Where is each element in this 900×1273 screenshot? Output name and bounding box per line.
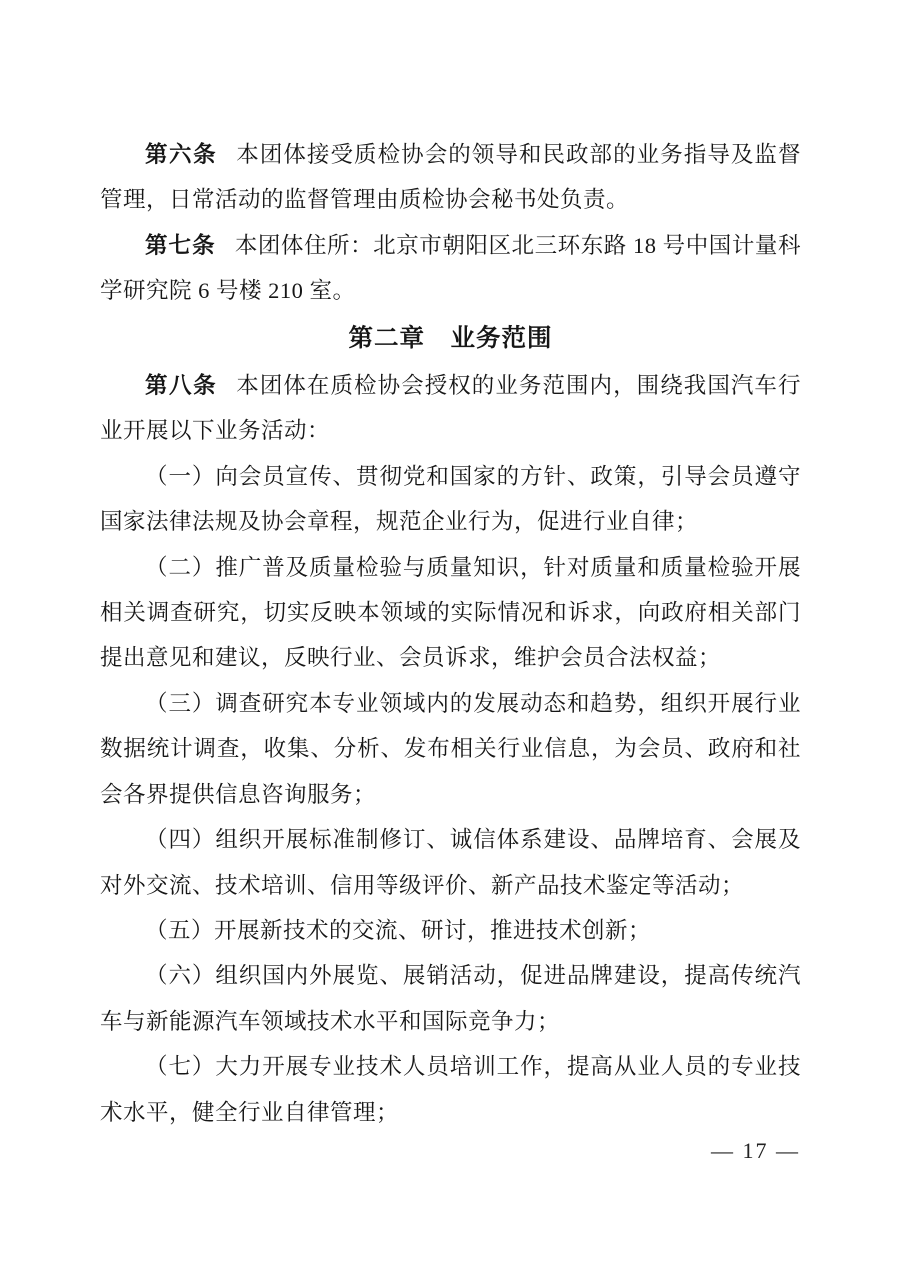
article-8-text: 本团体在质检协会授权的业务范围内，围绕我国汽车行业开展以下业务活动：	[100, 373, 801, 444]
business-item-6: （六）组织国内外展览、展销活动，促进品牌建设，提高传统汽车与新能源汽车领域技术水平和国际竞争力；	[100, 963, 801, 1034]
business-item-1: （一）向会员宣传、贯彻党和国家的方针、政策，引导会员遵守国家法律法规及协会章程，规范企业行为，促进行业自律；	[100, 463, 801, 535]
page-number: — 17 —	[711, 1138, 800, 1163]
chapter-2-heading: 第二章 业务范围	[348, 324, 553, 352]
article-6-text: 本团体接受质检协会的领导和民政部的业务指导及监督管理，日常活动的监督管理由质检协会秘书处负责。	[100, 142, 801, 213]
business-item-2: （二）推广普及质量检验与质量知识，针对质量和质量检验开展相关调查研究，切实反映本领域的实际情况和诉求，向政府相关部门提出意见和建议，反映行业、会员诉求，维护会员合法权益；	[100, 554, 801, 671]
article-7-label: 第七条	[145, 232, 216, 258]
article-6-paragraph	[100, 132, 801, 223]
document-body	[100, 132, 801, 1135]
article-8-label: 第八条	[145, 373, 218, 399]
article-6-label: 第六条	[145, 142, 218, 167]
business-item-3: （三）调查研究本专业领域内的发展动态和趋势，组织开展行业数据统计调查，收集、分析、发布相关行业信息，为会员、政府和社会各界提供信息咨询服务；	[100, 690, 801, 807]
article-8-paragraph	[100, 363, 801, 454]
business-item-4: （四）组织开展标准制修订、诚信体系建设、品牌培育、会展及对外交流、技术培训、信用等级评价、新产品技术鉴定等活动；	[100, 827, 801, 898]
business-item-5: （五）开展新技术的交流、研讨，推进技术创新；	[145, 917, 652, 943]
article-7-paragraph	[100, 223, 801, 314]
article-7-text: 本团体住所：北京市朝阳区北三环东路 18 号中国计量科学研究院 6 号楼 210 室。	[100, 232, 801, 304]
business-item-7: （七）大力开展专业技术人员培训工作，提高从业人员的专业技术水平，健全行业自律管理；	[100, 1054, 801, 1125]
